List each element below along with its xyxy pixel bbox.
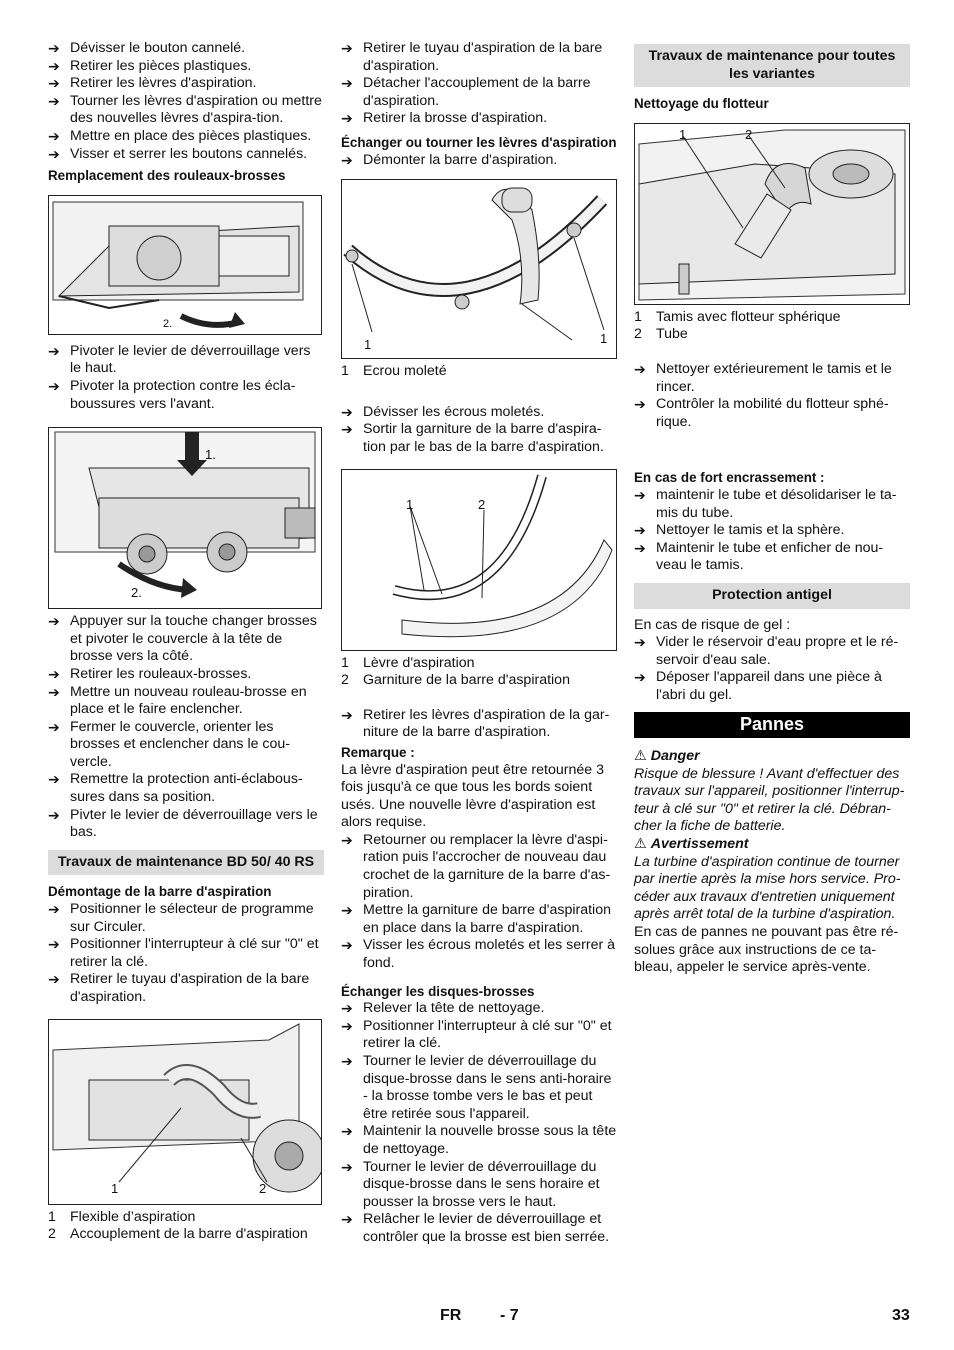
figure-brush-head-lever-drawing (49, 196, 321, 334)
column-right (634, 40, 910, 977)
step-item (48, 58, 324, 76)
figure-label: 1 (111, 1180, 119, 1196)
legend-item (48, 1226, 324, 1244)
step-item (48, 901, 324, 936)
step-item (48, 771, 324, 806)
step-text: Mettre un nouveau rouleau-brosse en place et le faire enclencher. (70, 683, 307, 718)
figure-float-sieve-drawing (635, 124, 909, 304)
steps-float-clean (634, 361, 910, 431)
figure-label: 1. (205, 447, 216, 463)
footer-language: FR (440, 1307, 462, 1324)
arrow-right-icon: ➔ (634, 360, 646, 377)
legend-number: 1 (634, 308, 642, 325)
section-heading-frost: Protection antigel (634, 583, 910, 609)
figure-squeegee-nuts (341, 179, 617, 359)
steps-brush-discs (341, 1000, 619, 1246)
arrow-right-icon: ➔ (341, 1000, 353, 1017)
subheading-brush-discs: Échanger les disques-brosses (341, 983, 535, 999)
step-text: Retirer les lèvres d'aspiration. (70, 75, 257, 92)
step-item (48, 936, 324, 971)
step-item (341, 1000, 619, 1018)
figure-label: 1 (406, 496, 414, 512)
step-item (341, 902, 619, 937)
danger-text: Risque de blessure ! Avant d'effectuer des travaux sur l'appareil, positionner l'interrup-teur à clé sur "0" et retirer la clé. Débran-cher la fiche de batterie. (634, 765, 905, 835)
footer-page-local: - 7 (500, 1307, 519, 1324)
legend-item (341, 655, 619, 673)
arrow-right-icon: ➔ (48, 57, 60, 74)
arrow-right-icon: ➔ (48, 971, 60, 988)
arrow-right-icon: ➔ (48, 75, 60, 92)
step-text: Visser les écrous moletés et les serrer à fond. (363, 937, 616, 972)
arrow-right-icon: ➔ (634, 486, 646, 503)
arrow-right-icon: ➔ (634, 539, 646, 556)
step-item (48, 146, 324, 164)
danger-title: Danger (650, 748, 700, 765)
step-item (341, 1123, 619, 1158)
step-text: Retirer les pièces plastiques. (70, 57, 252, 74)
step-item (341, 1211, 619, 1246)
footer-page-number: 33 (892, 1307, 910, 1324)
step-item (634, 669, 910, 704)
legend-text: Garniture de la barre d'aspiration (363, 672, 570, 689)
step-text: Détacher l'accouplement de la barre d'aspiration. (363, 75, 591, 109)
step-item (48, 613, 324, 666)
section-heading-bd50: Travaux de maintenance BD 50/ 40 RS (48, 850, 324, 876)
step-text: Tourner le levier de déverrouillage du disque-brosse dans le sens horaire et pousser la brosse vers le haut. (363, 1158, 600, 1210)
step-text: Nettoyer extérieurement le tamis et le rincer. (656, 360, 892, 395)
step-text: Positionner le sélecteur de programme sur Circuler. (70, 901, 314, 935)
figure-brush-cover-drawing (49, 428, 321, 608)
arrow-right-icon: ➔ (48, 127, 60, 144)
step-text: Vider le réservoir d'eau propre et le ré-servoir d'eau sale. (656, 634, 899, 668)
steps-frost (634, 634, 910, 704)
figure-float-sieve (634, 123, 910, 305)
step-item (48, 93, 324, 128)
steps-remove-trim (341, 404, 619, 457)
figure-brush-head-lever (48, 195, 322, 335)
step-item (634, 634, 910, 669)
step-text: Relâcher le levier de déverrouillage et contrôler que la brosse est bien serrée. (363, 1211, 610, 1245)
step-item (341, 1053, 619, 1123)
figure-squeegee-lips (341, 469, 617, 651)
step-text: Démonter la barre d'aspiration. (363, 151, 558, 168)
warning-text: La turbine d'aspiration continue de tourner par inertie après la mise hors service. Pro-céder aux travaux d'entretien uniquement après arrêt total de la turbine d'aspiration. (634, 853, 901, 923)
step-item (48, 40, 324, 58)
step-text: Remettre la protection anti-éclabous-sures dans sa position. (70, 771, 303, 806)
step-item (341, 404, 619, 422)
figure-suction-hose (48, 1019, 322, 1205)
legend-item (634, 309, 910, 327)
chapter-heading-faults: Pannes (634, 712, 910, 738)
figure-label: 1 (364, 337, 372, 353)
step-text: Maintenir le tube et enficher de nou-veau le tamis. (656, 539, 884, 574)
subheading-brush-rollers: Remplacement des rouleaux-brosses (48, 168, 286, 184)
step-item (634, 361, 910, 396)
warning-triangle-icon: ⚠ (634, 836, 647, 853)
arrow-right-icon: ➔ (48, 92, 60, 109)
step-item (48, 684, 324, 719)
arrow-right-icon: ➔ (341, 1211, 353, 1228)
arrow-right-icon: ➔ (341, 706, 353, 723)
step-text: Sortir la garniture de la barre d'aspira-tion par le bas de la barre d'aspiration. (363, 421, 604, 455)
legend-knurled-nut (341, 363, 619, 381)
steps-replace-lips (341, 832, 619, 973)
arrow-right-icon: ➔ (341, 40, 353, 56)
warning-triangle-icon: ⚠ (634, 748, 647, 765)
step-item (341, 937, 619, 972)
step-text: Déposer l'appareil dans une pièce à l'abri du gel. (656, 669, 882, 703)
step-item (48, 128, 324, 146)
step-text: Positionner l'interrupteur à clé sur "0" et retirer la clé. (70, 936, 319, 970)
subheading-heavy-dirt: En cas de fort encrassement : (634, 470, 825, 486)
step-text: Nettoyer le tamis et la sphère. (656, 522, 845, 539)
step-text: Retourner ou remplacer la lèvre d'aspi-ration puis l'accrocher de nouveau dau crochet de la garniture de la barre d'as-piration. (363, 831, 611, 901)
arrow-right-icon: ➔ (48, 613, 60, 630)
step-item (341, 152, 619, 170)
arrow-right-icon: ➔ (48, 377, 60, 394)
service-text: En cas de pannes ne pouvant pas être ré-solues grâce aux instructions de ce ta-bleau, appeler le service après-vente. (634, 924, 899, 976)
figure-label: 1 (679, 126, 687, 142)
legend-number: 2 (48, 1226, 56, 1243)
figure-label: 2 (259, 1180, 267, 1196)
arrow-right-icon: ➔ (48, 342, 60, 359)
arrow-right-icon: ➔ (341, 902, 353, 919)
legend-text: Tube (656, 326, 688, 343)
danger-heading (634, 748, 910, 766)
step-text: Appuyer sur la touche changer brosses et pivoter le couvercle à la tête de brosse vers la côté. (70, 613, 317, 665)
arrow-right-icon: ➔ (48, 40, 60, 56)
step-item (341, 1159, 619, 1212)
legend-number: 1 (48, 1208, 56, 1225)
step-text: Pivoter le levier de déverrouillage vers le haut. (70, 342, 311, 377)
arrow-right-icon: ➔ (341, 151, 353, 168)
steps-squeegee-removal (48, 901, 324, 1007)
column-left (48, 40, 324, 1244)
legend-text: Ecrou moleté (363, 363, 447, 380)
remark-title: Remarque : (341, 744, 415, 760)
figure-suction-hose-drawing (49, 1020, 321, 1204)
legend-text: Flexible d’aspiration (70, 1208, 196, 1225)
arrow-right-icon: ➔ (48, 901, 60, 918)
legend-number: 2 (634, 326, 642, 343)
step-item (48, 343, 324, 378)
arrow-right-icon: ➔ (341, 1158, 353, 1175)
subheading-squeegee-removal: Démontage de la barre d'aspiration (48, 884, 272, 900)
legend-text: Tamis avec flotteur sphérique (656, 308, 841, 325)
arrow-right-icon: ➔ (48, 145, 60, 162)
legend-number: 1 (341, 654, 349, 671)
step-item (48, 666, 324, 684)
steps-knob (48, 40, 324, 163)
arrow-right-icon: ➔ (48, 771, 60, 788)
legend-text: Lèvre d'aspiration (363, 654, 475, 671)
arrow-right-icon: ➔ (634, 634, 646, 651)
arrow-right-icon: ➔ (341, 110, 353, 127)
step-text: Visser et serrer les boutons cannelés. (70, 145, 308, 162)
step-item (48, 719, 324, 772)
step-item (341, 110, 619, 128)
arrow-right-icon: ➔ (48, 806, 60, 823)
figure-label: 2 (745, 126, 753, 142)
step-text: Fermer le couvercle, orienter les brosses et enclencher dans le cou-vercle. (70, 718, 291, 770)
step-text: maintenir le tube et désolidariser le ta-mis du tube. (656, 486, 897, 521)
step-item (341, 1018, 619, 1053)
steps-heavy-dirt (634, 487, 910, 575)
arrow-right-icon: ➔ (634, 669, 646, 686)
step-text: Dévisser les écrous moletés. (363, 403, 545, 420)
legend-item (341, 363, 619, 381)
legend-item (48, 1209, 324, 1227)
step-text: Maintenir la nouvelle brosse sous la tête de nettoyage. (363, 1123, 617, 1157)
arrow-right-icon: ➔ (341, 1053, 353, 1069)
step-text: Mettre la garniture de barre d'aspiration en place dans la barre d'aspiration. (363, 902, 611, 936)
step-text: Pivoter la protection contre les écla-boussures vers l'avant. (70, 377, 296, 412)
steps-brush-change (48, 613, 324, 842)
step-text: Positionner l'interrupteur à clé sur "0" et retirer la clé. (363, 1017, 612, 1052)
remark-text: La lèvre d'aspiration peut être retournée 3 fois jusqu'à ce que tous les bords soient usés. Une nouvelle lèvre d'aspiration est alors requise. (341, 761, 604, 831)
step-text: Retirer les rouleaux-brosses. (70, 665, 252, 682)
figure-label: 2. (131, 585, 142, 601)
step-item (634, 487, 910, 522)
legend-number: 2 (341, 672, 349, 689)
arrow-right-icon: ➔ (48, 718, 60, 735)
warning-heading (634, 836, 910, 854)
steps-splash-guard (48, 343, 324, 413)
step-item (634, 540, 910, 575)
arrow-right-icon: ➔ (634, 522, 646, 539)
step-text: Retirer les lèvres d'aspiration de la gar-niture de la barre d'aspiration. (363, 706, 610, 741)
steps-dismount (341, 152, 619, 170)
legend-item (341, 672, 619, 690)
step-text: Retirer le tuyau d'aspiration de la bare d'aspiration. (363, 40, 603, 74)
steps-remove-lips (341, 707, 619, 742)
legend-text: Accouplement de la barre d'aspiration (70, 1226, 308, 1243)
step-item (634, 522, 910, 540)
arrow-right-icon: ➔ (341, 831, 353, 848)
legend-number: 1 (341, 363, 349, 380)
arrow-right-icon: ➔ (341, 1017, 353, 1034)
legend-suction-hose (48, 1209, 324, 1244)
arrow-right-icon: ➔ (341, 75, 353, 92)
column-middle (341, 40, 619, 1247)
step-item (48, 75, 324, 93)
subheading-swap-lips: Échanger ou tourner les lèvres d'aspiration (341, 134, 617, 150)
legend-lips (341, 655, 619, 690)
arrow-right-icon: ➔ (48, 665, 60, 682)
warning-title: Avertissement (650, 836, 749, 853)
section-heading-all-variants: Travaux de maintenance pour toutes les variantes (634, 44, 910, 87)
subheading-float-cleaning: Nettoyage du flotteur (634, 96, 769, 112)
step-item (634, 396, 910, 431)
legend-float (634, 309, 910, 344)
arrow-right-icon: ➔ (634, 396, 646, 413)
step-text: Tourner les lèvres d'aspiration ou mettre des nouvelles lèvres d'aspira-tion. (70, 92, 322, 127)
step-text: Retirer la brosse d'aspiration. (363, 110, 548, 127)
step-text: Mettre en place des pièces plastiques. (70, 127, 312, 144)
arrow-right-icon: ➔ (341, 937, 353, 954)
step-text: Dévisser le bouton cannelé. (70, 40, 246, 56)
step-item (341, 832, 619, 902)
step-item (341, 40, 619, 75)
step-item (48, 807, 324, 842)
figure-brush-cover (48, 427, 322, 609)
arrow-right-icon: ➔ (48, 683, 60, 700)
step-item (341, 421, 619, 456)
step-item (48, 971, 324, 1006)
legend-item (634, 326, 910, 344)
figure-squeegee-nuts-drawing (342, 180, 616, 358)
figure-label: 2 (478, 496, 486, 512)
figure-label: 2. (163, 317, 173, 330)
frost-intro: En cas de risque de gel : (634, 616, 791, 633)
arrow-right-icon: ➔ (341, 421, 353, 438)
step-text: Relever la tête de nettoyage. (363, 1000, 545, 1017)
step-item (341, 707, 619, 742)
arrow-right-icon: ➔ (341, 1123, 353, 1140)
step-item (341, 75, 619, 110)
step-text: Contrôler la mobilité du flotteur sphé-rique. (656, 396, 889, 430)
steps-hose-detach (341, 40, 619, 128)
arrow-right-icon: ➔ (341, 403, 353, 420)
step-text: Pivter le levier de déverrouillage vers le bas. (70, 806, 318, 841)
step-text: Tourner le levier de déverrouillage du disque-brosse dans le sens anti-horaire - la brosse tombe vers le bas et peut être retirée sous l'appareil. (363, 1053, 612, 1122)
figure-label: 1 (600, 331, 608, 347)
step-text: Retirer le tuyau d'aspiration de la bare d'aspiration. (70, 971, 310, 1005)
arrow-right-icon: ➔ (48, 936, 60, 953)
step-item (48, 378, 324, 413)
